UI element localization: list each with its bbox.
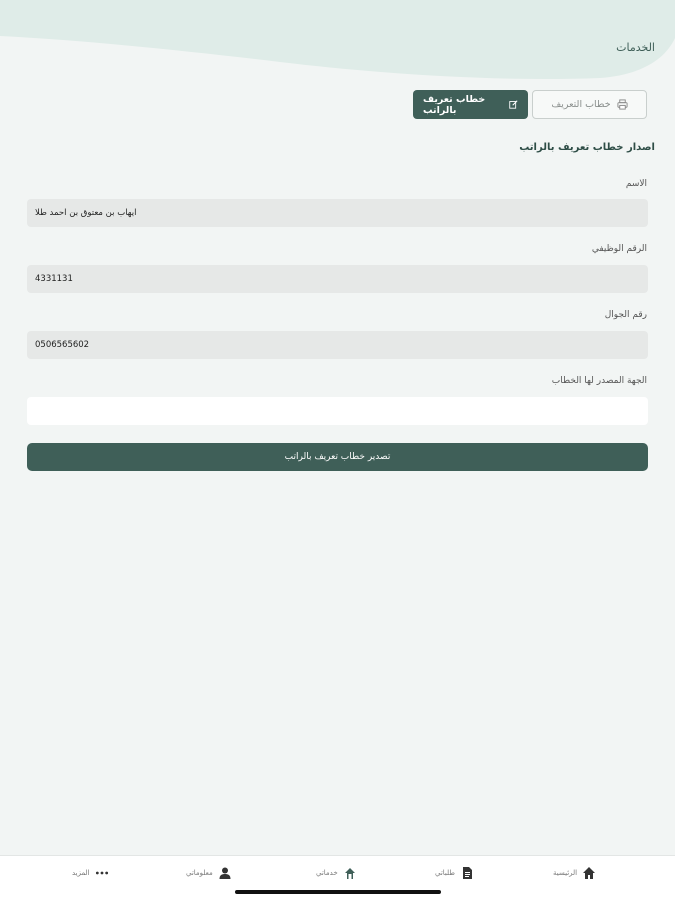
mobile-value: 0506565602 <box>35 340 90 350</box>
tab-salary-letter-label: خطاب تعريف بالراتب <box>423 93 486 116</box>
tabbar-more-label: المزيد <box>72 869 90 877</box>
tab-intro-letter[interactable] <box>532 90 647 119</box>
employee-number-field[interactable] <box>27 265 648 293</box>
tabbar-home-label: الرئيسية <box>553 869 578 877</box>
employee-number-label: الرقم الوظيفي <box>591 244 647 254</box>
tabbar-services-label: خدماتي <box>316 869 338 877</box>
tabbar-item-requests[interactable] <box>435 866 474 880</box>
user-icon <box>218 866 232 880</box>
recipient-input[interactable] <box>27 397 648 425</box>
home-icon <box>582 866 596 880</box>
section-title: اصدار خطاب تعريف بالراتب <box>519 142 655 153</box>
tabbar-item-home[interactable] <box>553 866 596 880</box>
header-background <box>0 0 675 90</box>
document-icon <box>460 866 474 880</box>
submit-button[interactable]: تصدير خطاب تعريف بالراتب <box>27 443 648 471</box>
mobile-field[interactable] <box>27 331 648 359</box>
edit-icon <box>509 99 518 110</box>
tabbar-item-services[interactable] <box>316 866 357 880</box>
page-title: الخدمات <box>616 41 655 54</box>
home-indicator[interactable] <box>235 890 441 894</box>
recipient-label: الجهة المصدر لها الخطاب <box>551 376 647 386</box>
tabbar-info-label: معلوماتي <box>186 869 213 877</box>
tabbar-item-more[interactable] <box>72 866 109 880</box>
tab-row <box>413 90 647 119</box>
print-icon <box>617 99 628 110</box>
mobile-label: رقم الجوال <box>604 310 647 320</box>
name-value: ايهاب بن معتوق بن احمد طلا <box>35 208 137 218</box>
employee-number-value: 4331131 <box>35 274 73 284</box>
name-label: الاسم <box>625 179 647 189</box>
tabbar-requests-label: طلباتي <box>435 869 455 877</box>
tab-intro-letter-label: خطاب التعريف <box>551 99 611 110</box>
more-dots-icon <box>95 866 109 880</box>
tabbar-item-info[interactable] <box>186 866 232 880</box>
name-field[interactable] <box>27 199 648 227</box>
tab-salary-letter[interactable] <box>413 90 528 119</box>
services-icon <box>343 866 357 880</box>
